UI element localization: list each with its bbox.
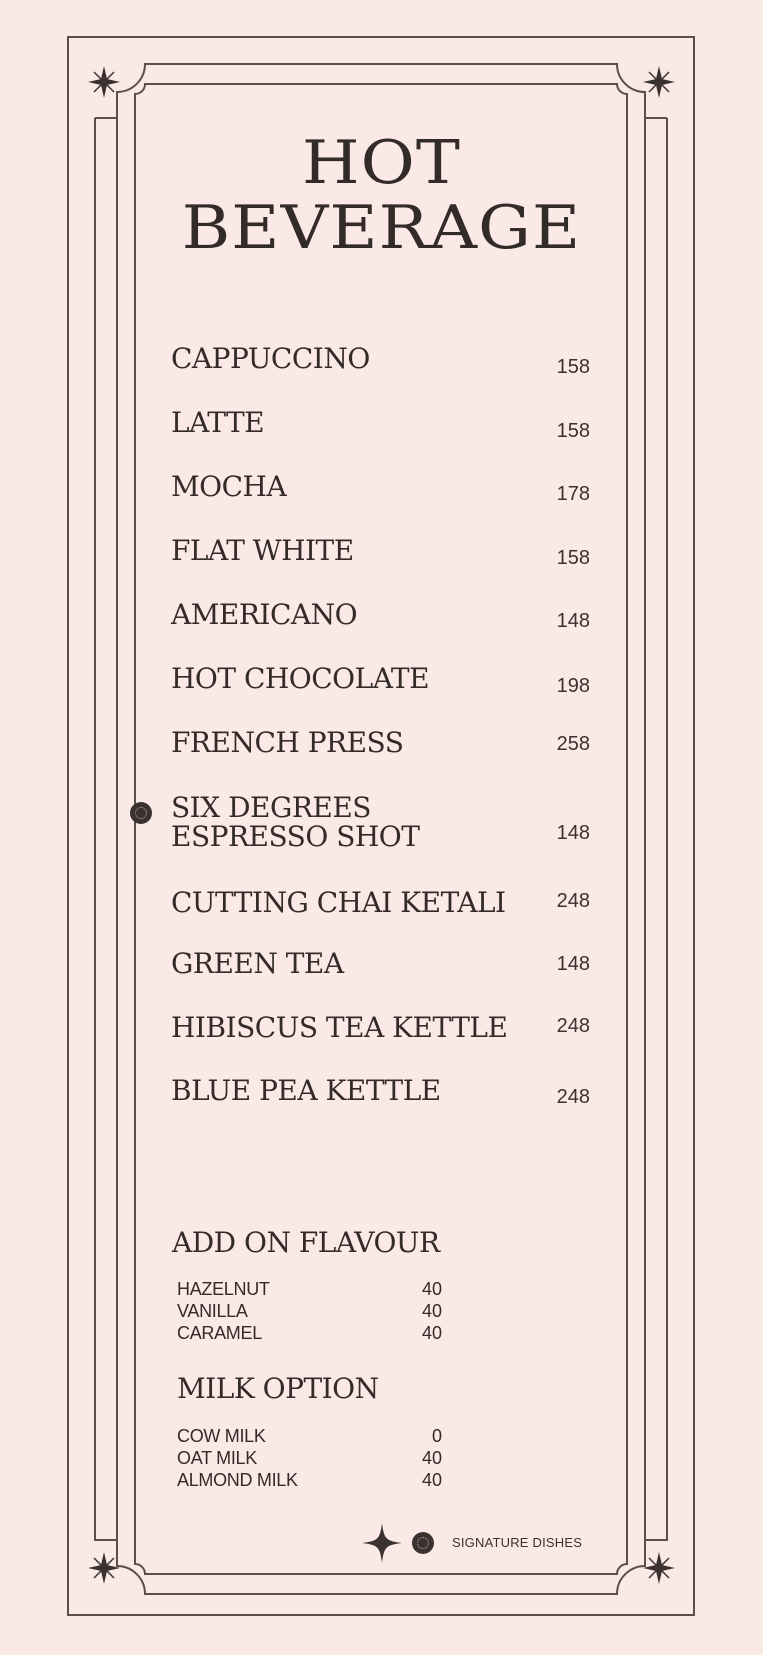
- signature-badge-icon: [130, 802, 152, 824]
- add-on-price: 40: [421, 1301, 442, 1321]
- menu-item-name: BLUE PEA KETTLE: [171, 1074, 441, 1107]
- corner-star-icon: [88, 66, 120, 98]
- menu-item-name: FRENCH PRESS: [171, 726, 404, 759]
- menu-item-price: 158: [556, 547, 590, 569]
- add-on-name: VANILLA: [177, 1301, 248, 1321]
- menu-item-name-line1: SIX DEGREES: [171, 791, 371, 824]
- menu-item-price: 248: [556, 890, 590, 912]
- menu-item-price: 198: [556, 675, 590, 697]
- add-on-name: HAZELNUT: [177, 1279, 270, 1299]
- add-on-title: ADD ON FLAVOUR: [172, 1226, 440, 1259]
- signature-legend-label: SIGNATURE DISHES: [452, 1535, 583, 1550]
- milk-option-price: 40: [421, 1470, 442, 1490]
- menu-item-price: 158: [556, 420, 590, 442]
- add-on-name: CARAMEL: [177, 1323, 262, 1343]
- menu-item-price: 248: [556, 1015, 590, 1037]
- corner-star-icon: [643, 1552, 675, 1584]
- corner-star-icon: [88, 1552, 120, 1584]
- menu-item-name: MOCHA: [171, 470, 287, 503]
- corner-star-icon: [643, 66, 675, 98]
- menu-item-name: CAPPUCCINO: [171, 342, 370, 375]
- milk-option-name: ALMOND MILK: [177, 1470, 298, 1490]
- menu-item-name: LATTE: [171, 406, 265, 439]
- menu-item-name: HOT CHOCOLATE: [171, 662, 430, 695]
- milk-option-price: 40: [421, 1448, 442, 1468]
- menu-item-name: CUTTING CHAI KETALI: [171, 886, 506, 919]
- menu-item-price: 148: [556, 822, 590, 844]
- menu-item-price: 148: [556, 953, 590, 975]
- menu-item-name: GREEN TEA: [171, 947, 344, 980]
- menu-item-price: 148: [556, 610, 590, 632]
- menu-item-price: 178: [556, 483, 590, 505]
- menu-item-price: 158: [556, 356, 590, 378]
- menu-item-price: 258: [556, 733, 590, 755]
- milk-option-name: OAT MILK: [177, 1448, 257, 1468]
- add-on-price: 40: [421, 1323, 442, 1343]
- milk-option-name: COW MILK: [177, 1426, 266, 1446]
- menu-item-name: HIBISCUS TEA KETTLE: [171, 1011, 508, 1044]
- signature-badge-icon: [412, 1532, 434, 1554]
- page-title-line1: HOT: [301, 128, 461, 198]
- menu-item-name: FLAT WHITE: [171, 534, 354, 567]
- sparkle-icon: [362, 1523, 402, 1563]
- menu-item-name-line2: ESPRESSO SHOT: [171, 820, 420, 853]
- milk-option-price: 0: [431, 1426, 442, 1446]
- page-title-line2: BEVERAGE: [181, 193, 582, 263]
- add-on-price: 40: [421, 1279, 442, 1299]
- menu-item-price: 248: [556, 1086, 590, 1108]
- milk-option-title: MILK OPTION: [177, 1372, 379, 1405]
- menu-item-name: AMERICANO: [171, 598, 358, 631]
